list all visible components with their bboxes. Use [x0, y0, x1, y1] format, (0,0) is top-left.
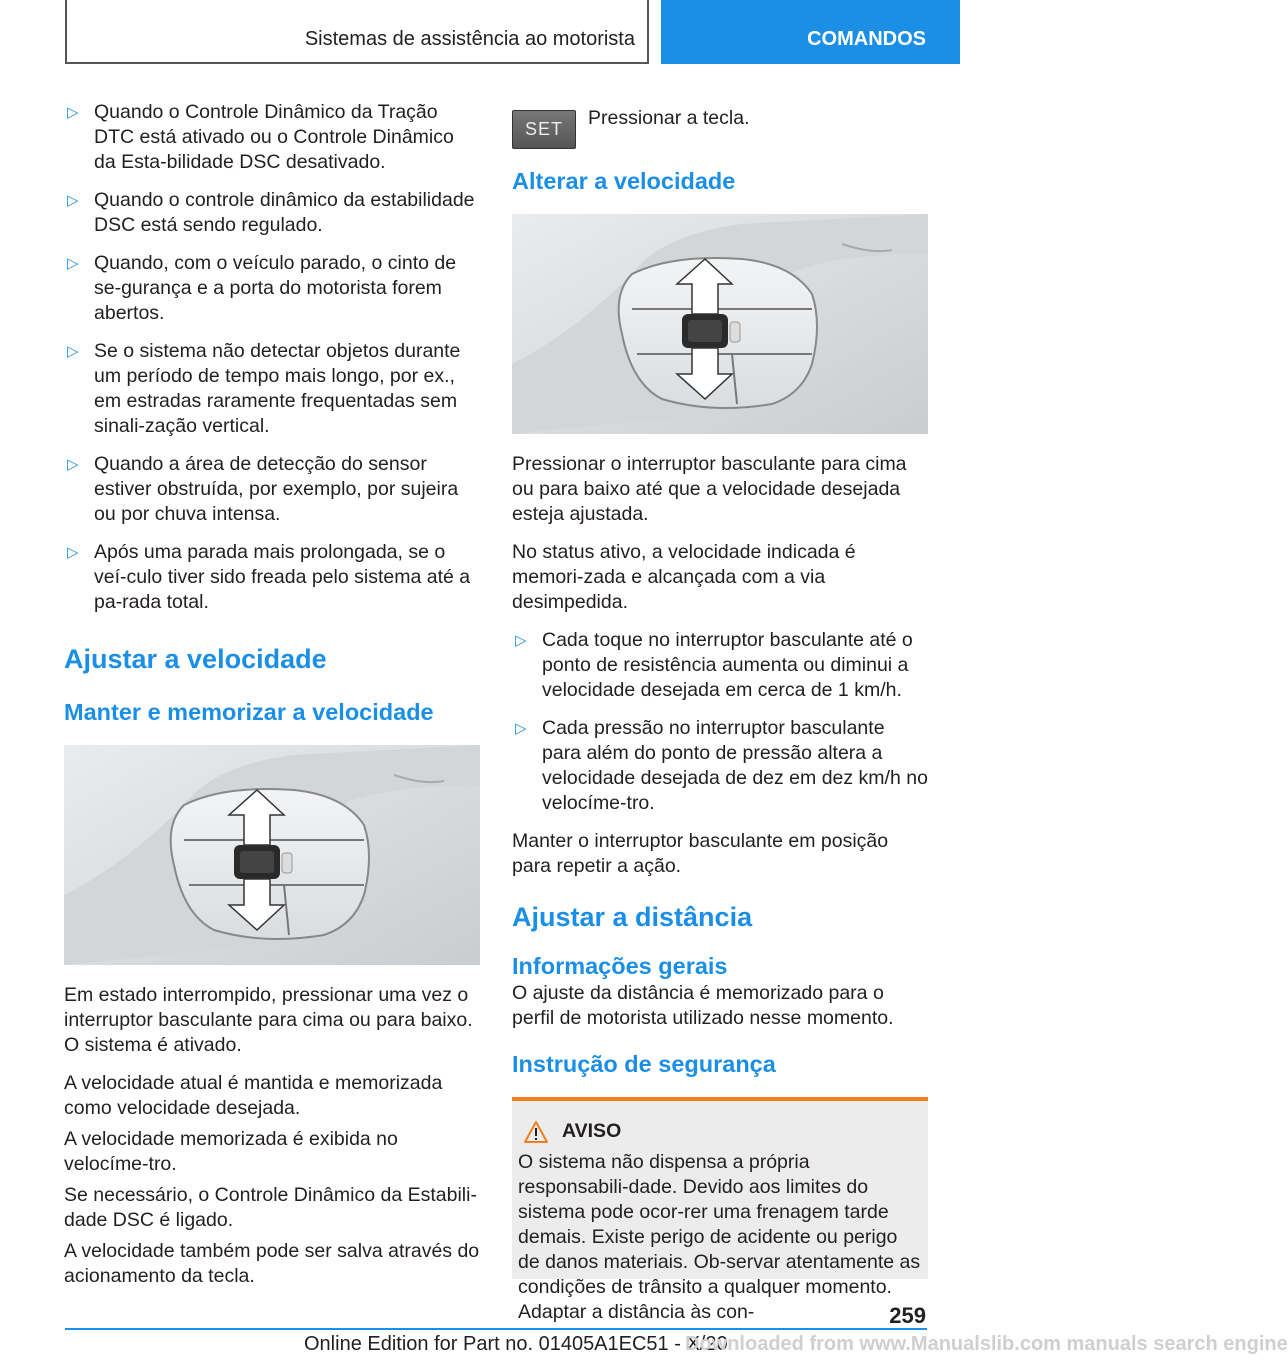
set-key-icon: SET [512, 110, 576, 149]
watermark: Downloaded from www.Manualslib.com manuals search engine [685, 1333, 1288, 1355]
left-column [64, 100, 480, 1295]
paragraph: Se necessário, o Controle Dinâmico da Estabili-dade DSC é ligado. [64, 1184, 477, 1231]
set-key-instruction: Pressionar a tecla. [588, 107, 750, 129]
paragraph: O ajuste da distância é memorizado para o perfil de motorista utilizado nesse momento. [512, 982, 894, 1029]
paragraph: Manter o interruptor basculante em posição para repetir a ação. [512, 830, 889, 877]
left-bullet-list [64, 100, 480, 615]
header-chapter-tab [661, 0, 960, 64]
page-number: 259 [889, 1303, 926, 1328]
triangle-right-icon: ▷ [515, 720, 527, 737]
bullet-text: Após uma parada mais prolongada, se o veí-culo tiver sido freada pelo sistema até a pa-rada total. [94, 541, 471, 613]
bullet-item [512, 716, 928, 816]
bullet-text: Quando a área de detecção do sensor estiver obstruída, por exemplo, por sujeira ou por chuva intensa. [94, 453, 459, 525]
footer-rule [65, 1328, 927, 1330]
heading-safety-instruction: Instrução de segurança [512, 1051, 776, 1077]
bullet-item [64, 188, 480, 238]
triangle-right-icon: ▷ [67, 456, 79, 473]
section-title: Sistemas de assistência ao motorista [304, 28, 635, 50]
bullet-text: Quando, com o veículo parado, o cinto de se-gurança e a porta do motorista forem abertos. [94, 252, 457, 324]
paragraph: A velocidade também pode ser salva através do acionamento da tecla. [64, 1240, 480, 1287]
warning-triangle-icon [524, 1121, 548, 1143]
bullet-item [64, 339, 480, 439]
set-key-row [512, 100, 928, 150]
bullet-text: Se o sistema não detectar objetos durante um período de tempo mais longo, por ex., em estradas raramente frequentadas sem sinali-zação vertical. [94, 340, 461, 437]
triangle-right-icon: ▷ [67, 343, 79, 360]
heading-keep-memorize-speed: Manter e memorizar a velocidade [64, 699, 434, 725]
triangle-right-icon: ▷ [67, 104, 79, 121]
header-section [65, 0, 649, 64]
paragraph: No status ativo, a velocidade indicada é memori-zada e alcançada com a via desimpedida. [512, 541, 856, 613]
bullet-item [64, 251, 480, 326]
paragraph: A velocidade atual é mantida e memorizada como velocidade desejada. [64, 1072, 443, 1119]
chapter-title: COMANDOS [807, 28, 926, 50]
bullet-item [64, 100, 480, 175]
paragraph: A velocidade memorizada é exibida no velocíme-tro. [64, 1128, 398, 1175]
bullet-text: Quando o controle dinâmico da estabilidade DSC está sendo regulado. [94, 189, 475, 236]
heading-adjust-distance: Ajustar a distância [512, 902, 753, 932]
steering-wheel-rocker-image [64, 745, 480, 965]
warning-text: O sistema não dispensa a própria responsabili-dade. Devido aos limites do sistema pode ocor-rer uma frenagem tarde demais. Existe perigo de acidente ou perigo de danos materiais. Ob-servar atentamente as condições de trânsito a qualquer momento. Adaptar a distância às con- [518, 1151, 921, 1323]
right-bullet-list [512, 628, 928, 816]
warning-header [524, 1119, 922, 1144]
paragraph: Pressionar o interruptor basculante para cima ou para baixo até que a velocidade desejada esteja ajustada. [512, 453, 907, 525]
triangle-right-icon: ▷ [67, 192, 79, 209]
heading-change-speed: Alterar a velocidade [512, 168, 736, 194]
edition-text: Online Edition for Part no. 01405A1EC51 - X/20 [304, 1333, 728, 1355]
bullet-item [64, 540, 480, 615]
heading-adjust-speed: Ajustar a velocidade [64, 644, 327, 674]
paragraph: Em estado interrompido, pressionar uma vez o interruptor basculante para cima ou para baixo. O sistema é ativado. [64, 984, 473, 1056]
triangle-right-icon: ▷ [67, 255, 79, 272]
bullet-text: Cada toque no interruptor basculante até o ponto de resistência aumenta ou diminui a velocidade desejada em cerca de 1 km/h. [542, 629, 913, 701]
bullet-text: Quando o Controle Dinâmico da Tração DTC está ativado ou o Controle Dinâmico da Esta-bilidade DSC desativado. [94, 101, 454, 173]
steering-wheel-rocker-image [512, 214, 928, 434]
heading-general-info: Informações gerais [512, 953, 728, 979]
bullet-item [64, 452, 480, 527]
triangle-right-icon: ▷ [515, 632, 527, 649]
bullet-item [512, 628, 928, 703]
bullet-text: Cada pressão no interruptor basculante para além do ponto de pressão altera a velocidade desejada de dez em dez km/h no velocíme-tro. [542, 717, 928, 814]
warning-title: AVISO [562, 1120, 622, 1142]
triangle-right-icon: ▷ [67, 544, 79, 561]
